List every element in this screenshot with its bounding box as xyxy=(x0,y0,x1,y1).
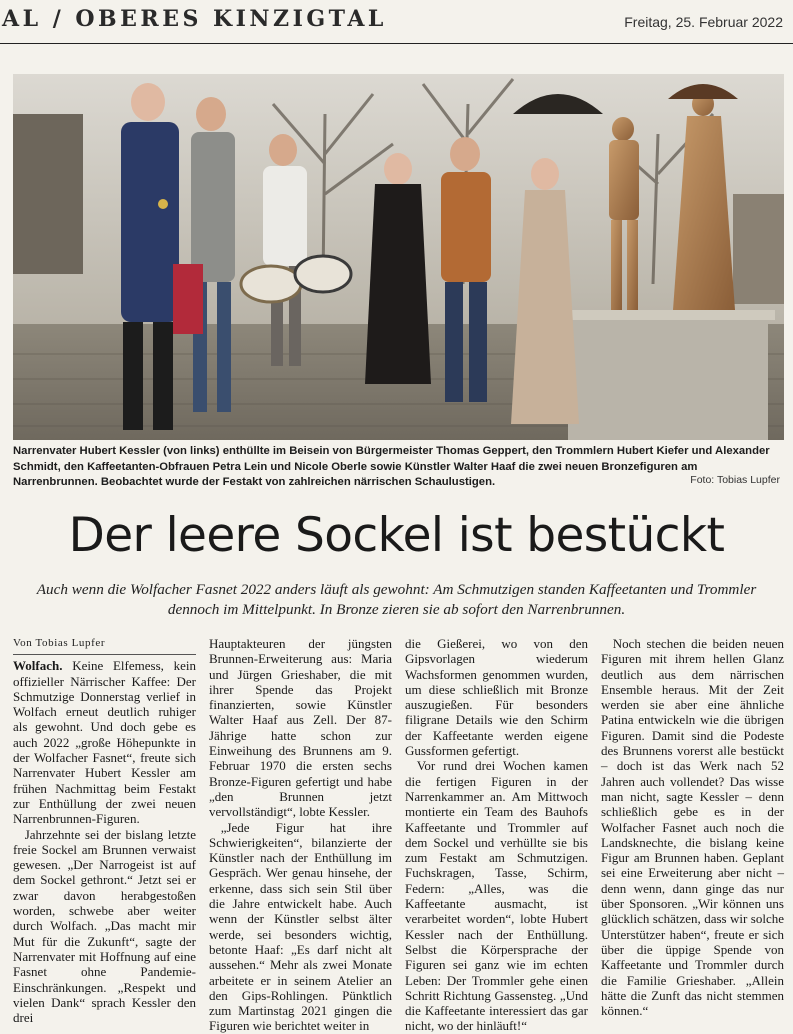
article-column-2 xyxy=(209,636,392,1034)
article-column-1 xyxy=(13,636,197,1026)
paragraph: Noch stechen die beiden neuen Figuren mit ihrem hellen Glanz deutlich aus dem närrischen Ensemble heraus. Mit der Zeit werden sie aber eine ähnliche Patina entwickeln wie die übrigen Figuren. Damit sind die Podeste des Brunnens vorerst alle bestückt – doch ist das Werk nach 52 Jahren auch vollendet? Das wisse man nicht, sagte Kessler – denn schließlich gebe es in der Wolfacher Fasnet auch noch die Landsknechte, die bislang keine Figur am Brunnen haben. Geplant sei eine Erweiterung aber nicht – denn wenn, dann ginge das nur über Sponsoren. „Wir können uns glücklich schätzen, dass wir solche Unterstützer haben“, freute er sich über die üppige Spende von Kaffeetante und Trommler durch die Familie Grieshaber. „Allein hätte die Zunft das nicht stemmen können.“ xyxy=(601,636,784,1019)
photo-caption: Narrenvater Hubert Kessler (von links) enthüllte im Beisein von Bürgermeister Thomas Geppert, den Trommlern Hubert Kiefer und Alexander Schmidt, den Kaffeetanten-Obfrauen Petra Lein und Nicole Oberle sowie Künstler Walter Haaf die zwei neuen Bronzefiguren am Narrenbrunnen. Beobachtet wurde der Festakt von zahlreichen närrischen Schaulustigen. xyxy=(13,445,770,488)
article-column-4 xyxy=(601,636,784,1020)
paragraph: Jahrzehnte sei der bislang letzte freie Sockel am Brunnen verwaist gewesen. „Der Narrogeist ist auf dem Sockel gethront.“ Jetzt sei er zwar davon herabgestoßen worden, schwebe aber weiter durch Wolfach. „Das macht mir Mut für die Zukunft“, sagte der Narrenvater mit Hoffnung auf eine Fasnet ohne Pandemie-Einschränkungen. „Respekt und vielen Dank“ sprach Kessler den drei xyxy=(13,826,196,1026)
article-column-3 xyxy=(405,636,588,1034)
paragraph: „Jede Figur hat ihre Schwierigkeiten“, bilanzierte der Künstler nach der Enthüllung im Gespräch. Wer genau hinsehe, der erkenne, dass sich sein Stil über die Jahre entwickelt habe. Auch wenn der Künstler selbst älter werde, sei besonders wichtig, betonte Haaf: „Es darf nicht alt aussehen.“ Mehr als zwei Monate arbeitete er in seinem Atelier an den Gips-Rohlingen. Pünktlich zum Martinstag 2021 gingen die Figuren wie berichtet weiter in xyxy=(209,819,392,1034)
paragraph: Vor rund drei Wochen kamen die fertigen Figuren in der Narrenkammer an. Am Mittwoch montierte ein Team des Bauhofs Kaffeetante und Trommler auf dem Sockel und verhüllte sie bis zum Festakt am Schmutzigen. Fuchskragen, Tasse, Schirm, Federn: „Alles, was die Kaffeetante ausmacht, ist verarbeitet worden“, lobte Hubert Kessler nach der Enthüllung. Selbst die Körpersprache der Figuren sei ganz wie im echten Leben: Der Trommler gehe einen Schritt Richtung Gassensteg. „Und die Kaffeetante interessiert das gar nicht, wo der hinläuft!“ xyxy=(405,758,588,1034)
paragraph: die Gießerei, wo von den Gipsvorlagen wiederum Wachsformen genommen wurden, um diese schließlich mit Bronze auszugießen. Für besonders filigrane Details wie den Schirm der Kaffeetante werden eigene Gussformen gefertigt. xyxy=(405,636,588,759)
paragraph: Hauptakteuren der jüngsten Brunnen-Erweiterung aus: Maria und Jürgen Grieshaber, die mit ihrer Spende das Projekt finanzierten, sowie Künstler Walter Haaf aus Zell. Der 87-Jährige hatte schon zur Einweihung des Brunnens am 9. Februar 1970 die ersten sechs Bronze-Figuren gefertigt und habe „den Brunnen jetzt vervollständigt“, lobte Kessler. xyxy=(209,636,392,820)
author-byline: Von Tobias Lupfer xyxy=(13,636,196,655)
page-header xyxy=(0,0,793,44)
article-body xyxy=(13,636,784,1034)
section-title: AL / OBERES KINZIGTAL xyxy=(2,6,387,32)
photo-credit: Foto: Tobias Lupfer xyxy=(690,474,780,486)
paragraph xyxy=(13,658,196,826)
paragraph-text: Keine Elfemess, kein offizieller Närrischer Kaffee: Der Schmutzige Donnerstag verlief in Wolfach erneut deutlich ruhiger als gewohnt. Und doch gebe es auch 2022 „große Höhepunkte in der Wolfacher Fasnet“, freute sich Narrenvater Hubert Kessler am frühen Nachmittag beim Festakt zur Enthüllung der zwei neuen Narrenbrunnen-Figuren. xyxy=(13,658,197,827)
photo-illustration xyxy=(13,74,784,440)
publication-date: Freitag, 25. Februar 2022 xyxy=(624,14,783,30)
article-photo xyxy=(13,74,784,440)
article-headline: Der leere Sockel ist bestückt xyxy=(68,508,725,563)
dateline-place: Wolfach. xyxy=(13,658,63,674)
article-subhead: Auch wenn die Wolfacher Fasnet 2022 anders läuft als gewohnt: Am Schmutzigen standen Kaffeetanten und Trommler dennoch im Mittelpunkt. In Bronze zieren sie ab sofort den Narrenbrunnen. xyxy=(36,581,757,618)
